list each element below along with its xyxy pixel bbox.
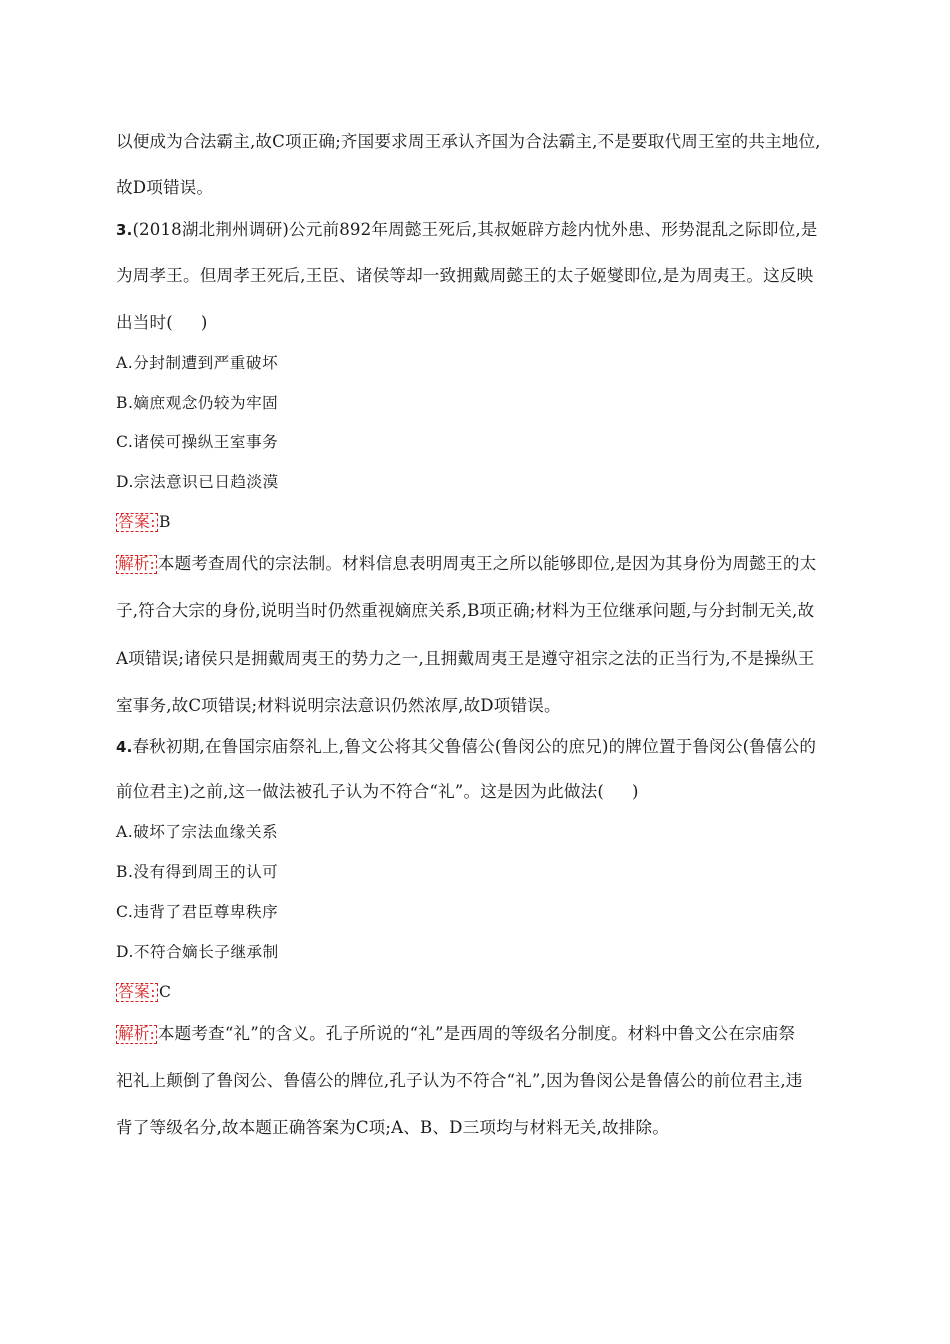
question-3-stem-line-2: 为周孝王。但周孝王死后,王臣、诸侯等却一致拥戴周懿王的太子姬燮即位,是为周夷王。这反映: [116, 266, 814, 285]
answer-value: C: [158, 983, 172, 1001]
question-4-option-a: A.破坏了宗法血缘关系: [116, 823, 279, 841]
question-3-answer: [116, 512, 171, 532]
question-4-stem-line-1: [116, 737, 816, 757]
analysis-label: 解析:: [118, 1025, 155, 1043]
question-3-number: 3.: [116, 221, 133, 239]
analysis-label: 解析:: [118, 555, 155, 573]
question-3-stem-text-3a: 出当时(: [116, 313, 173, 332]
question-3-stem-text-3b: ): [200, 313, 208, 332]
question-3-option-d: D.宗法意识已日趋淡漠: [116, 473, 279, 491]
question-4-stem-text-1: 春秋初期,在鲁国宗庙祭礼上,鲁文公将其父鲁僖公(鲁闵公的庶兄)的牌位置于鲁闵公(鲁僖公的: [132, 737, 817, 756]
question-4-number: 4.: [116, 738, 133, 756]
question-3-analysis-line-3: A项错误;诸侯只是拥戴周夷王的势力之一,且拥戴周夷王是遵守祖宗之法的正当行为,不是操纵王: [116, 649, 815, 668]
question-4-stem-line-2: [116, 782, 639, 802]
question-4-option-c: C.违背了君臣尊卑秩序: [116, 903, 279, 921]
answer-label: 答案:: [118, 513, 156, 531]
analysis-text-1: 本题考查“礼”的含义。孔子所说的“礼”是西周的等级名分制度。材料中鲁文公在宗庙祭: [157, 1024, 796, 1043]
question-4-analysis-line-2: 祀礼上颠倒了鲁闵公、鲁僖公的牌位,孔子认为不符合“礼”,因为鲁闵公是鲁僖公的前位君主,违: [116, 1071, 803, 1090]
question-3-analysis-line-1: [116, 554, 816, 574]
question-3-option-b: B.嫡庶观念仍较为牢固: [116, 394, 279, 412]
answer-label: 答案:: [118, 983, 156, 1001]
question-4-option-b: B.没有得到周王的认可: [116, 863, 279, 881]
question-3-option-a: A.分封制遭到严重破坏: [116, 354, 279, 372]
question-4-analysis-line-1: [116, 1024, 795, 1044]
question-3-analysis-line-4: 室事务,故C项错误;材料说明宗法意识仍然浓厚,故D项错误。: [116, 696, 561, 715]
question-3-stem-line-1: [116, 220, 818, 240]
question-4-analysis-line-3: 背了等级名分,故本题正确答案为C项;A、B、D三项均与材料无关,故排除。: [116, 1118, 669, 1137]
question-4-answer: [116, 982, 171, 1002]
question-3-stem-line-3: [116, 313, 207, 333]
intro-line-1: 以便成为合法霸主,故C项正确;齐国要求周王承认齐国为合法霸主,不是要取代周王室的共主地位,: [116, 132, 821, 151]
question-3-stem-text-1: (2018湖北荆州调研)公元前892年周懿王死后,其叔姬辟方趁内忧外患、形势混乱之际即位,是: [132, 220, 818, 239]
question-4-stem-text-2a: 前位君主)之前,这一做法被孔子认为不符合“礼”。这是因为此做法(: [116, 782, 605, 801]
question-3-analysis-line-2: 子,符合大宗的身份,说明当时仍然重视嫡庶关系,B项正确;材料为王位继承问题,与分封制无关,故: [116, 601, 815, 620]
question-3-option-c: C.诸侯可操纵王室事务: [116, 433, 279, 451]
question-4-option-d: D.不符合嫡长子继承制: [116, 943, 279, 961]
analysis-text-1: 本题考查周代的宗法制。材料信息表明周夷王之所以能够即位,是因为其身份为周懿王的太: [157, 554, 817, 573]
answer-value: B: [158, 513, 171, 531]
question-4-stem-text-2b: ): [632, 782, 639, 801]
intro-line-2: 故D项错误。: [116, 178, 214, 197]
